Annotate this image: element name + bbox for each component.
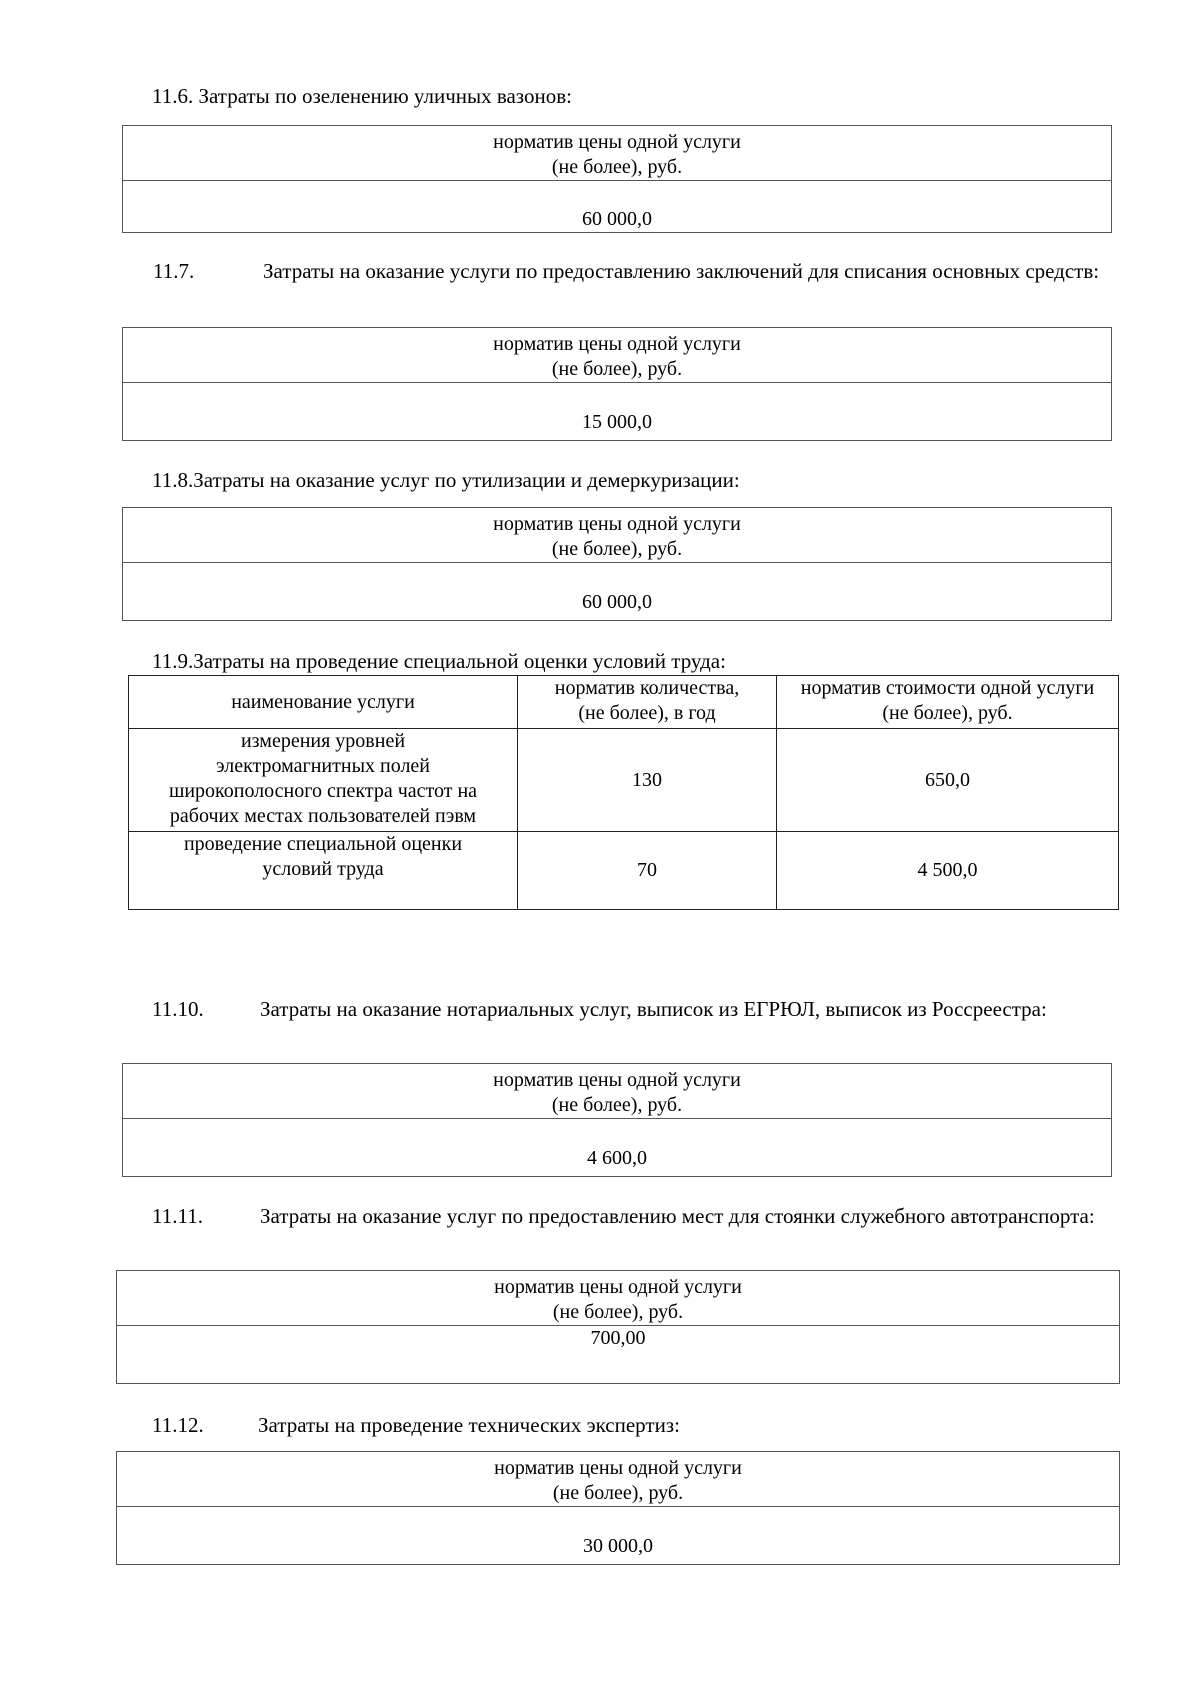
price-value: 60 000,0	[123, 563, 1112, 621]
price-value: 700,00	[117, 1326, 1120, 1384]
table-11-12	[116, 1451, 1120, 1565]
section-11-9-title: 11.9.Затраты на проведение специальной оценки условий труда:	[152, 649, 726, 673]
table-header: норматив цены одной услуги (не более), руб.	[123, 508, 1112, 563]
section-11-11-title: 11.11. Затраты на оказание услуг по предоставлению мест для стоянки служебного автотранспорта:	[152, 1204, 1095, 1228]
table-row	[129, 832, 1119, 910]
service-qty: 130	[518, 729, 777, 832]
section-11-8-title: 11.8.Затраты на оказание услуг по утилизации и демеркуризации:	[152, 468, 740, 492]
table-11-8	[122, 507, 1112, 621]
section-11-10-title: 11.10. Затраты на оказание нотариальных услуг, выписок из ЕГРЮЛ, выписок из Россреестра:	[152, 997, 1047, 1021]
section-11-7-title: 11.7. Затраты на оказание услуги по предоставлению заключений для списания основных средств:	[153, 259, 1100, 283]
table-header: норматив цены одной услуги (не более), руб.	[123, 328, 1112, 383]
section-11-12-title: 11.12. Затраты на проведение технических экспертиз:	[152, 1413, 680, 1437]
price-value: 60 000,0	[123, 181, 1112, 233]
service-qty: 70	[518, 832, 777, 910]
table-header: норматив цены одной услуги (не более), руб.	[123, 126, 1112, 181]
table-11-11	[116, 1270, 1120, 1384]
price-value: 15 000,0	[123, 383, 1112, 441]
table-11-6	[122, 125, 1112, 233]
service-cost: 650,0	[777, 729, 1119, 832]
service-name: проведение специальной оценки условий труда	[129, 832, 518, 910]
service-name: измерения уровней электромагнитных полей широкополосного спектра частот на рабочих местах пользователей пэвм	[129, 729, 518, 832]
column-header-cost: норматив стоимости одной услуги (не более), руб.	[777, 676, 1119, 729]
table-11-10	[122, 1063, 1112, 1177]
price-value: 30 000,0	[117, 1507, 1120, 1565]
service-cost: 4 500,0	[777, 832, 1119, 910]
table-header: норматив цены одной услуги (не более), руб.	[117, 1271, 1120, 1326]
table-header: норматив цены одной услуги (не более), руб.	[117, 1452, 1120, 1507]
table-row	[129, 729, 1119, 832]
table-11-7	[122, 327, 1112, 441]
table-header: норматив цены одной услуги (не более), руб.	[123, 1064, 1112, 1119]
price-value: 4 600,0	[123, 1119, 1112, 1177]
table-11-9	[128, 675, 1119, 910]
column-header-qty: норматив количества, (не более), в год	[518, 676, 777, 729]
column-header-name: наименование услуги	[129, 676, 518, 729]
section-11-6-title: 11.6. Затраты по озеленению уличных вазонов:	[152, 84, 572, 108]
